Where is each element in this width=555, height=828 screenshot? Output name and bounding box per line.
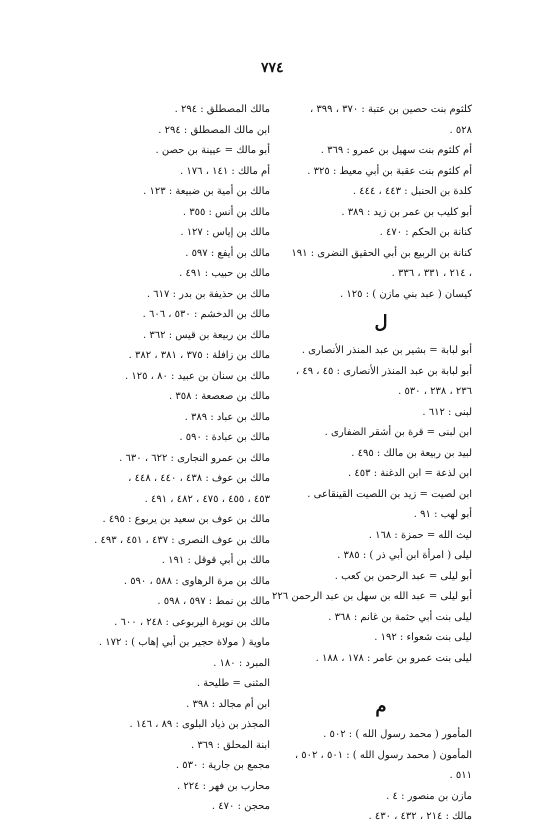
index-entry: ابن لبنى = قرة بن أشقر الضفارى .: [324, 427, 472, 438]
index-entry: مالك بن ربيعة بن قيس : ٣٦٢ .: [143, 329, 270, 341]
index-entry: ليث الله = حمزة : ١٦٨ .: [368, 529, 472, 541]
index-entry: مالك المصطلق : ٢٩٤ .: [174, 104, 270, 115]
index-column-right: [272, 100, 472, 828]
index-entry: ٥٢٨ .: [449, 124, 472, 136]
section-spacer: [290, 669, 472, 689]
index-entry: ابن لذعة = ابن الدغنة : ٤٥٣ .: [348, 468, 472, 479]
index-entry: أم كلثوم بنت سهيل بن عمرو : ٣٦٩ .: [320, 145, 472, 156]
index-entry: لبنى : ٦١٢ .: [422, 406, 472, 418]
index-entry: ابن لصيت = زيد بن اللصيت القينقاعى .: [307, 488, 472, 500]
page-number: ٧٧٤: [261, 60, 284, 76]
index-entry: ٢٣٦ ، ٢٣٨ ، ٥٣٠ .: [398, 386, 472, 397]
index-entry: مالك بن أيفع : ٥٩٧ .: [185, 247, 270, 259]
index-entry: مالك بن عباد : ٣٨٩ .: [184, 411, 270, 423]
index-entry: مالك بن زافلة : ٣٧٥ ، ٣٨١ ، ٣٨٢ .: [128, 350, 270, 361]
index-entry: المثنى = طليحة .: [196, 678, 270, 689]
index-entry: أبو كليب بن عمر بن زيد : ٣٨٩ .: [341, 206, 472, 218]
index-entry: ليلى بنت أبي حثمة بن غانم : ٣٦٨ .: [328, 611, 472, 623]
index-entry: ٤٥٣ ، ٤٥٥ ، ٤٧٥ ، ٤٨٢ ، ٤٩١ .: [144, 493, 270, 505]
index-entry: ليلى بنت شعواء : ١٩٢ .: [374, 632, 472, 643]
index-entry: مالك بن عوف : ٤٣٨ ، ٤٤٠ ، ٤٤٨ ،: [128, 473, 270, 484]
index-entry: أبو لهب : ٩١ .: [413, 509, 472, 520]
index-entry: مالك بن أمية بن ضبيعة : ١٢٣ .: [143, 186, 270, 197]
index-entry: محجن : ٤٧٠ .: [211, 801, 270, 812]
index-entry: مالك : ٢١٤ ، ٤٣٢ ، ٤٣٠ .: [368, 811, 472, 822]
index-entry: ابن مالك المصطلق : ٢٩٤ .: [158, 124, 270, 136]
index-entry: مالك بن سنان بن عبيد : ٨٠ ، ١٢٥ .: [125, 370, 270, 382]
index-entry: ، ٢١٤ ، ٣٣١ ، ٣٣٦ .: [391, 268, 472, 279]
index-entry: المأمور ( محمد رسول الله ) : ٥٠٢ .: [323, 729, 472, 740]
index-entry: مالك بن نمط : ٥٩٧ ، ٥٩٨ .: [157, 596, 270, 607]
index-entry: مالك بن أبي قوقل : ١٩١ .: [161, 555, 270, 566]
index-entry: ماوية ( مولاة حجير بن أبي إهاب ) : ١٧٢ .: [98, 637, 270, 648]
index-entry: أبو ليلى = عبد الرحمن بن كعب .: [334, 570, 472, 582]
index-entry: أبو مالك = عيينة بن حصن .: [155, 145, 270, 156]
index-entry: المبرد : ١٨٠ .: [213, 657, 270, 669]
index-entry: مالك بن عبادة : ٥٩٠ .: [179, 432, 270, 443]
index-entry: أبو ليلى = عبد الله بن سهل بن عبد الرحمن ٢٢٦: [272, 591, 472, 602]
index-entry: أم كلثوم بنت عقبة بن أبي معيط : ٣٢٥ .: [307, 165, 472, 177]
index-entry: المأمون ( محمد رسول الله ) : ٥٠١ ، ٥٠٢ ،: [294, 749, 472, 761]
index-entry: مالك بن حبيب : ٤٩١ .: [179, 268, 270, 279]
index-entry: محارب بن فهر : ٢٢٤ .: [177, 780, 270, 792]
index-entry: كيسان ( عبد بني مازن ) : ١٢٥ .: [340, 288, 472, 300]
index-entry: مالك بن حذيفة بن بدر : ٦١٧ .: [146, 288, 270, 300]
index-entry: أم مالك : ١٤١ ، ١٧٦ .: [180, 165, 270, 177]
section-letter: ل: [374, 312, 388, 333]
index-entry: مجمع بن جارية : ٥٣٠ .: [175, 760, 270, 771]
index-entry: مالك بن مرة الرهاوى : ٥٨٨ ، ٥٩٠ .: [123, 575, 270, 587]
index-entry: ابنة المحلق : ٣٦٩ .: [190, 739, 270, 751]
index-entry: كلثوم بنت حصين بن عتبة : ٣٧٠ ، ٣٩٩ ،: [310, 104, 472, 115]
index-entry: مالك بن الدخشم : ٥٣٠ ، ٦٠٦ .: [142, 309, 270, 320]
index-entry: مالك بن إياس : ١٢٧ .: [180, 227, 270, 238]
index-column-left: [95, 100, 270, 818]
index-entry: كلدة بن الحنبل : ٤٤٣ ، ٤٤٤ .: [352, 186, 472, 197]
index-entry: ٥١١ .: [449, 770, 472, 781]
index-entry: أبو لبابة بن عبد المنذر الأنصارى : ٤٥ ، ٤٩ ،: [295, 365, 472, 377]
index-entry: أبو لبابة = بشير بن عبد المنذر الأنصارى .: [301, 345, 472, 356]
section-letter: م: [375, 696, 387, 717]
index-entry: كنانة بن الحكم : ٤٧٠ .: [379, 227, 472, 238]
index-entry: ليلى بنت عمرو بن عامر : ١٧٨ ، ١٨٨ .: [315, 652, 472, 664]
index-entry: مالك بن عوف بن سعيد بن يربوع : ٤٩٥ .: [102, 514, 270, 525]
index-entry: لبيد بن ربيعة بن مالك : ٤٩٥ .: [351, 447, 472, 459]
index-entry: ابن أم مجالد : ٣٩٨ .: [186, 698, 270, 710]
index-entry: المجذر بن ذياد البلوى : ٨٩ ، ١٤٦ .: [129, 719, 270, 730]
index-entry: مالك بن صعصعة : ٣٥٨ .: [168, 391, 270, 402]
index-entry: ليلى ( امرأة ابن أبي ذر ) : ٣٨٥ .: [337, 550, 472, 561]
index-entry: مالك بن عمرو النجارى : ٦٢٢ ، ٦٣٠ .: [119, 452, 270, 464]
index-entry: مالك بن أنس : ٣٥٥ .: [182, 206, 270, 218]
index-entry: كنانة بن الربيع بن أبي الحقيق النضرى : ١٩١: [291, 247, 472, 259]
index-entry: مالك بن عوف النصرى : ٤٣٧ ، ٤٥١ ، ٤٩٣ .: [94, 534, 270, 546]
index-entry: مازن بن منصور : ٤ .: [386, 790, 472, 802]
index-entry: مالك بن نويرة اليربوعى : ٢٤٨ ، ٦٠٠ .: [114, 616, 270, 628]
